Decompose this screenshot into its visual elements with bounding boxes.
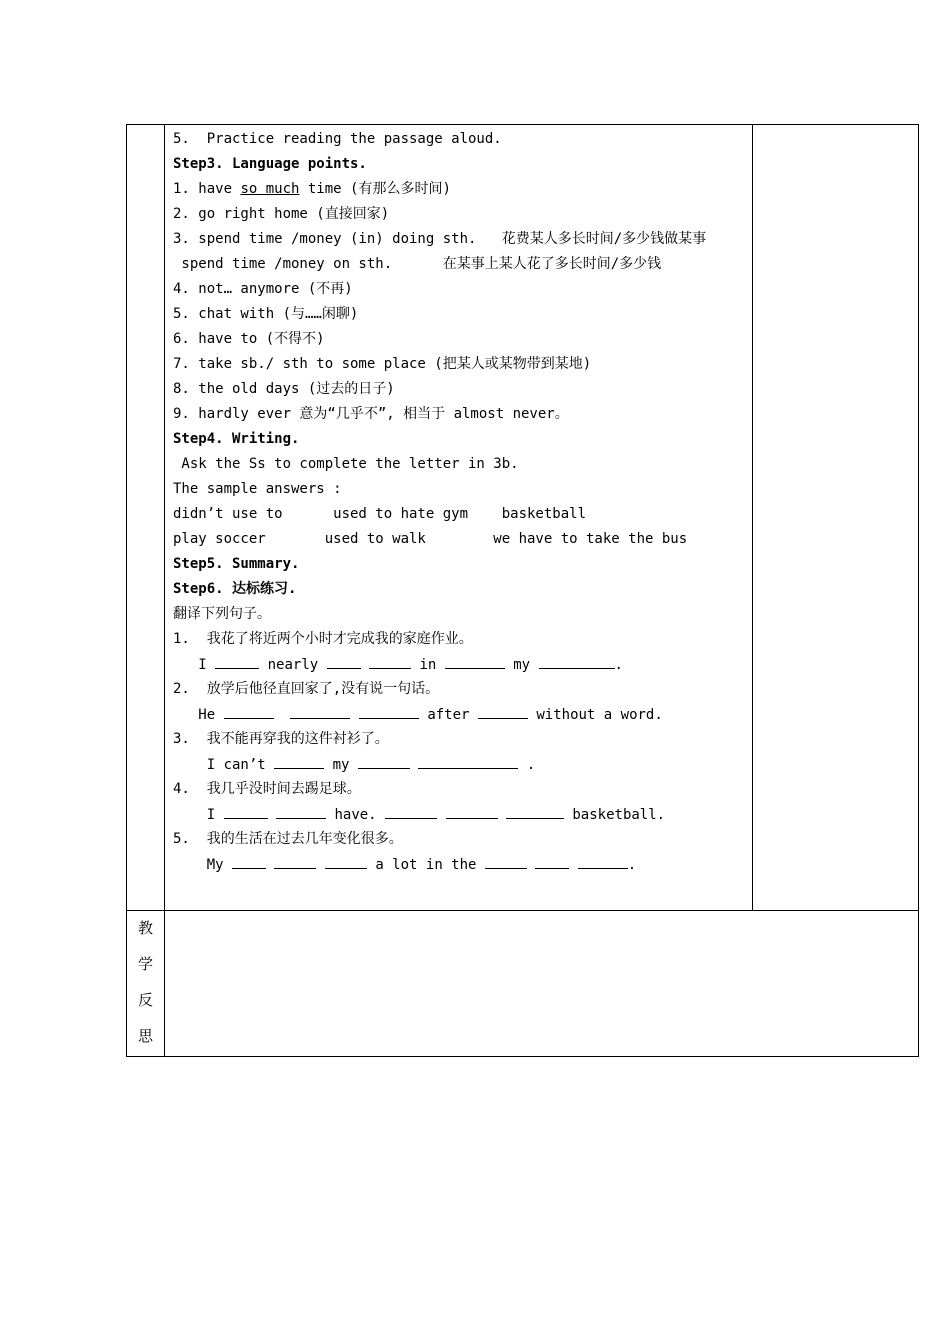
lesson-row [127, 125, 918, 911]
point-6: 6. have to (不得不) [173, 331, 325, 347]
text-line: 翻译下列句子。 [173, 606, 271, 622]
exercise-answer: I have. basketball. [206, 807, 666, 823]
text-line: 5. Practice reading the passage aloud. [173, 131, 502, 147]
exercise-answer: I can’t my . [206, 757, 536, 773]
text-line: The sample answers : [173, 481, 342, 497]
point-4: 4. not… anymore (不再) [173, 281, 353, 297]
answer-line: didn’t use to used to hate gym basketball [173, 506, 587, 522]
reflection-label-char: 学 [137, 955, 153, 973]
point-7: 7. take sb./ sth to some place (把某人或某物带到某地) [173, 356, 592, 372]
col-divider [164, 911, 165, 1056]
point-5: 5. chat with (与……闲聊) [173, 306, 359, 322]
point-3b: spend time /money on sth. 在某事上某人花了多长时间/多少钱 [173, 256, 662, 272]
col-divider [164, 125, 165, 910]
text-line: Ask the Ss to complete the letter in 3b. [173, 456, 519, 472]
point-8: 8. the old days (过去的日子) [173, 381, 395, 397]
exercise-question: 4. 我几乎没时间去踢足球。 [173, 781, 361, 797]
exercise-answer: He after without a word. [198, 707, 663, 723]
point-2: 2. go right home (直接回家) [173, 206, 390, 222]
answer-line: play soccer used to walk we have to take the bus [173, 531, 688, 547]
step-heading: Step4. Writing. [173, 431, 300, 447]
lesson-table [126, 124, 919, 1057]
reflection-label-char: 反 [137, 991, 153, 1009]
point-3: 3. spend time /money (in) doing sth. 花费某人多长时间/多少钱做某事 [173, 231, 707, 247]
reflection-label-char: 教 [137, 919, 153, 937]
point-9: 9. hardly ever 意为“几乎不”, 相当于 almost never。 [173, 406, 569, 422]
reflection-label-char: 思 [137, 1027, 153, 1045]
exercise-question: 2. 放学后他径直回家了,没有说一句话。 [173, 681, 440, 697]
point-1: 1. have so much time (有那么多时间) [173, 181, 451, 197]
exercise-question: 5. 我的生活在过去几年变化很多。 [173, 831, 403, 847]
step-heading: Step6. 达标练习. [173, 581, 297, 597]
step-heading: Step5. Summary. [173, 556, 300, 572]
exercise-question: 3. 我不能再穿我的这件衬衫了。 [173, 731, 389, 747]
step-heading: Step3. Language points. [173, 156, 367, 172]
exercise-answer: My a lot in the . [206, 857, 637, 873]
reflection-row [127, 911, 918, 1056]
exercise-answer: I nearly in my . [198, 657, 623, 673]
col-divider [752, 125, 753, 910]
exercise-question: 1. 我花了将近两个小时才完成我的家庭作业。 [173, 631, 473, 647]
